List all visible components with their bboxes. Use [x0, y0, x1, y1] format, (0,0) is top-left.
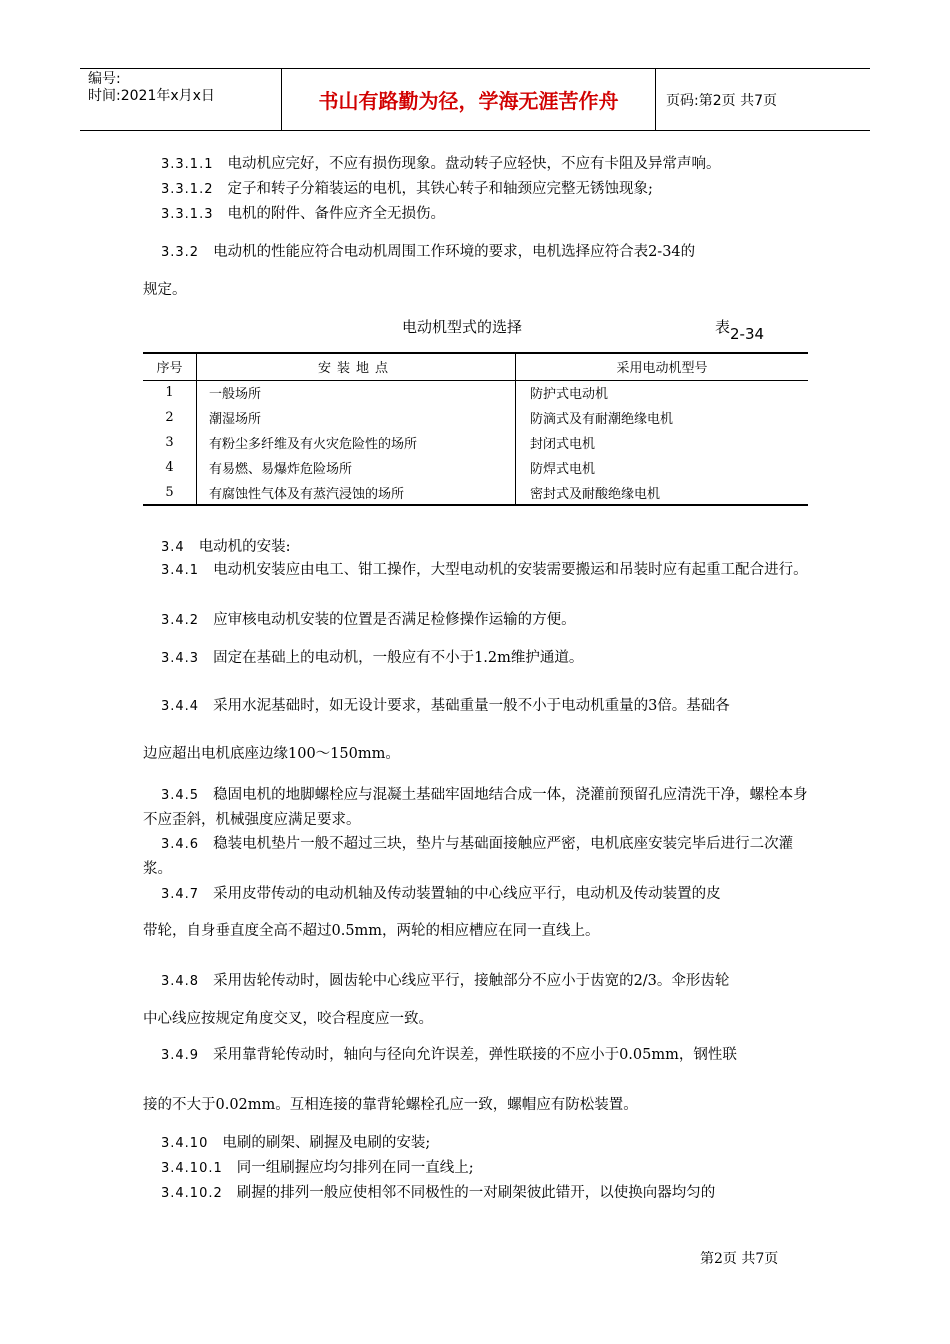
- page-header: [80, 68, 870, 131]
- paragraph-3-4-5: 3.4.5 稳固电机的地脚螺栓应与混凝土基础牢固地结合成一体，浇灌前预留孔应清洗干净，螺栓本身不应歪斜，机械强度应满足要求。: [143, 787, 808, 828]
- table-row: [143, 430, 808, 455]
- paragraph-3-3-1-3: 3.3.1.3 电机的附件、备件应齐全无损伤。: [161, 206, 445, 222]
- paragraph-3-4-4: 3.4.4 采用水泥基础时，如无设计要求，基础重量一般不小于电动机重量的3倍。基础各: [161, 698, 730, 714]
- paragraph-3-3-1-1: 3.3.1.1 电动机应完好，不应有损伤现象。盘动转子应轻快，不应有卡阻及异常声响。: [161, 156, 721, 172]
- paragraph-3-4-2: 3.4.2 应审核电动机安装的位置是否满足检修操作运输的方便。: [161, 612, 576, 628]
- paragraph-3-3-1-2: 3.3.1.2 定子和转子分箱装运的电机，其铁心转子和轴颈应完整无锈蚀现象;: [161, 181, 653, 197]
- cell-motor-type: 防焊式电机: [530, 462, 596, 477]
- header-index: 序号: [143, 353, 197, 380]
- header-motor-type: 采用电动机型号: [616, 361, 708, 377]
- motor-selection-table: [143, 352, 808, 506]
- paragraph-3-4-9: 3.4.9 采用靠背轮传动时，轴向与径向允许误差，弹性联接的不应小于0.05mm，钢性联: [161, 1047, 737, 1063]
- paragraph-3-4-10: 3.4.10 电刷的刷架、刷握及电刷的安装;: [161, 1135, 431, 1151]
- paragraph-3-4-3: 3.4.3 固定在基础上的电动机，一般应有不小于1.2m维护通道。: [161, 650, 584, 666]
- cell-location: 潮湿场所: [197, 405, 516, 430]
- doc-date-label: 时间:2021年x月x日: [88, 88, 215, 104]
- paragraph-3-4-4-cont: 边应超出电机底座边缘100～150mm。: [143, 746, 400, 762]
- header-motto: 书山有路勤为径，学海无涯苦作舟: [282, 69, 656, 130]
- table-row: [143, 380, 808, 405]
- cell-location: 有粉尘多纤维及有火灾危险性的场所: [197, 430, 516, 455]
- table-label: 表2-34: [715, 318, 765, 343]
- header-meta: [80, 69, 282, 130]
- table-caption: 电动机型式的选择: [402, 318, 523, 336]
- paragraph-3-4-7: 3.4.7 采用皮带传动的电动机轴及传动装置轴的中心线应平行，电动机及传动装置的皮: [161, 886, 721, 902]
- paragraph-3-4-7-cont: 带轮，自身垂直度全高不超过0.5mm，两轮的相应槽应在同一直线上。: [143, 923, 600, 939]
- cell-location: 一般场所: [197, 380, 516, 405]
- header-location: 安装地点: [197, 353, 516, 380]
- cell-index: 3: [143, 430, 197, 455]
- cell-index: 5: [143, 480, 197, 505]
- cell-motor-type: 防滴式及有耐潮绝缘电机: [530, 412, 674, 427]
- cell-index: 2: [143, 405, 197, 430]
- paragraph-3-4-10-2: 3.4.10.2 刷握的排列一般应使相邻不同极性的一对刷架彼此错开，以使换向器均匀的: [161, 1185, 716, 1201]
- paragraph-3-4-1: 3.4.1 电动机安装应由电工、钳工操作，大型电动机的安装需要搬运和吊装时应有起重工配合进行。: [161, 562, 808, 578]
- paragraph-3-4-9-cont: 接的不大于0.02mm。互相连接的靠背轮螺栓孔应一致，螺帽应有防松装置。: [143, 1097, 638, 1113]
- table-header-row: [143, 353, 808, 380]
- paragraph-3-3-2-cont: 规定。: [143, 282, 187, 298]
- cell-index: 1: [143, 380, 197, 405]
- table-row: [143, 480, 808, 505]
- doc-number-label: 编号:: [88, 71, 121, 87]
- paragraph-3-4: 3.4 电动机的安装:: [161, 539, 291, 555]
- paragraph-3-3-2: 3.3.2 电动机的性能应符合电动机周围工作环境的要求，电机选择应符合表2-34的: [161, 244, 696, 260]
- page-footer: 第2页 共7页: [700, 1251, 779, 1267]
- header-page-info: 页码:第2页 共7页: [666, 92, 777, 109]
- cell-index: 4: [143, 455, 197, 480]
- cell-location: 有腐蚀性气体及有蒸汽浸蚀的场所: [197, 480, 516, 505]
- cell-motor-type: 封闭式电机: [530, 437, 596, 452]
- table-row: [143, 455, 808, 480]
- cell-location: 有易燃、易爆炸危险场所: [197, 455, 516, 480]
- paragraph-3-4-10-1: 3.4.10.1 同一组刷握应均匀排列在同一直线上;: [161, 1160, 474, 1176]
- paragraph-3-4-6: 3.4.6 稳装电机垫片一般不超过三块，垫片与基础面接触应严密，电机底座安装完毕后进行二次灌浆。: [143, 836, 794, 877]
- paragraph-3-4-8: 3.4.8 采用齿轮传动时，圆齿轮中心线应平行，接触部分不应小于齿宽的2/3。伞形齿轮: [161, 973, 730, 989]
- cell-motor-type: 防护式电动机: [530, 387, 609, 403]
- table-row: [143, 405, 808, 430]
- cell-motor-type: 密封式及耐酸绝缘电机: [530, 486, 661, 502]
- paragraph-3-4-8-cont: 中心线应按规定角度交叉，咬合程度应一致。: [143, 1011, 433, 1027]
